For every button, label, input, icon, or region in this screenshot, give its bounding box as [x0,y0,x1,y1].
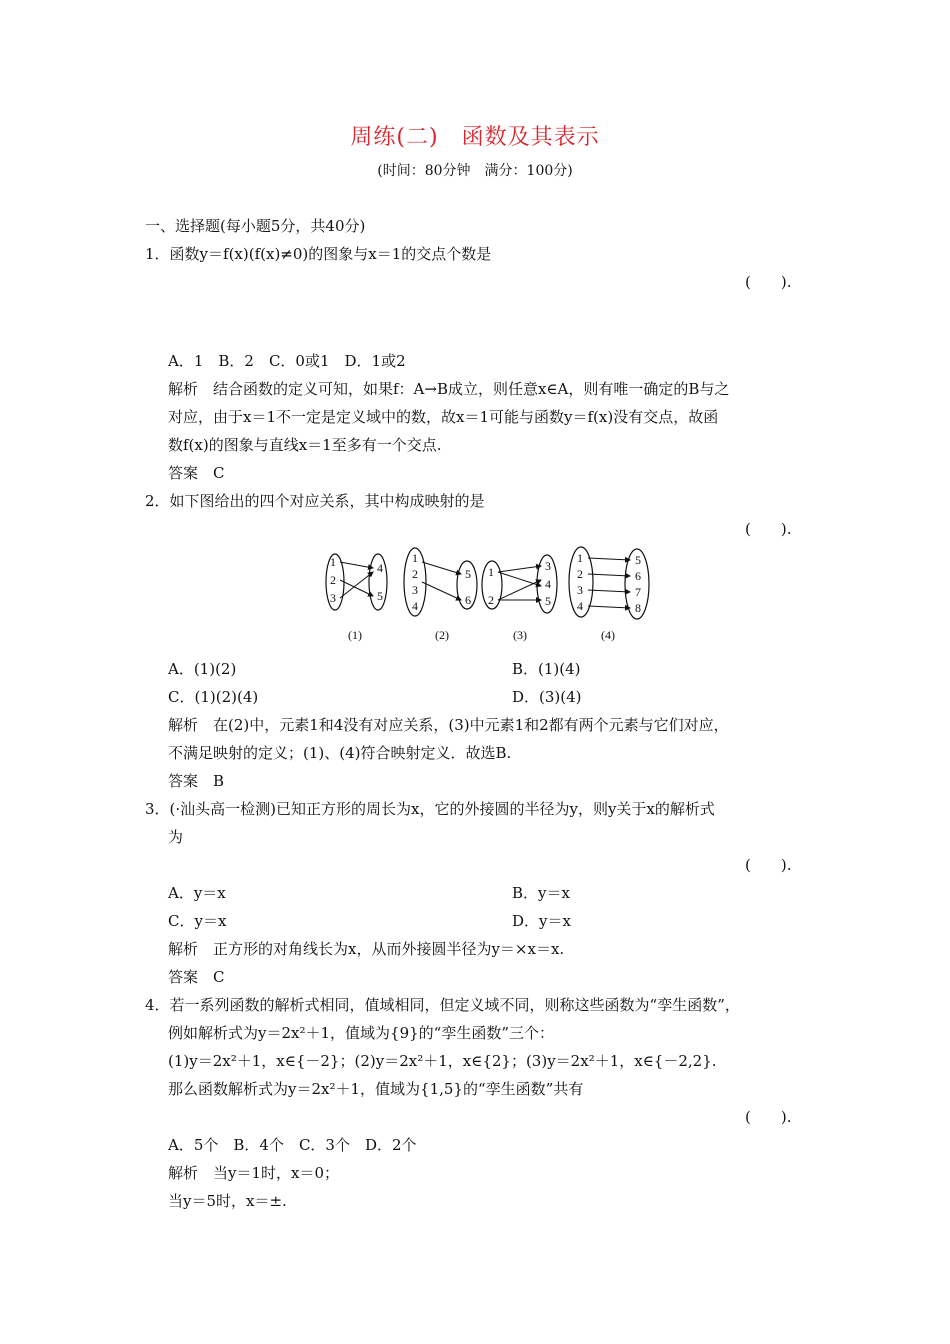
q1-answer-blank: ( ). [745,273,792,291]
q4-answer-blank: ( ). [745,1108,792,1126]
d2-right-5: 5 [465,567,471,581]
q1-analysis-line2: 对应，由于x＝1不一定是定义域中的数，故x＝1可能与函数y＝f(x)没有交点，故函 [168,408,719,426]
q2-stem: 2．如下图给出的四个对应关系，其中构成映射的是 [145,492,485,510]
q2-option-d: D．(3)(4) [512,688,582,706]
d1-right-4: 4 [377,561,383,575]
d2-left-4: 4 [412,599,418,613]
q4-stem-line2: 例如解析式为y＝2x²＋1，值域为{9}的“孪生函数”三个： [168,1024,555,1042]
q3-stem-line1: 3．(·汕头高一检测)已知正方形的周长为x，它的外接圆的半径为y，则y关于x的解析式 [145,800,715,818]
d1-left-1: 1 [330,555,336,569]
q3-stem-line2: 为 [168,828,184,846]
q4-stem-line4: 那么函数解析式为y＝2x²＋1，值域为{1,5}的“孪生函数”共有 [168,1080,584,1098]
d4-right-6: 6 [635,569,641,583]
q4-stem-line3: (1)y＝2x²＋1，x∈{－2}；(2)y＝2x²＋1，x∈{2}；(3)y＝2x²＋1，x∈{－2,2}. [168,1052,717,1070]
page-subtitle: (时间：80分钟 满分：100分) [377,163,573,179]
q3-option-b: B．y＝x [512,884,570,902]
q3-answer: 答案 C [168,968,225,986]
q2-option-b: B．(1)(4) [512,660,581,678]
q2-option-a: A．(1)(2) [168,660,237,678]
section-heading: 一、选择题(每小题5分，共40分) [145,217,366,235]
q1-options: A．1 B．2 C．0或1 D．1或2 [168,352,406,370]
d4-left-2: 2 [577,567,583,581]
d4-left-4: 4 [577,599,583,613]
d1-left-2: 2 [330,573,336,587]
d2-right-6: 6 [465,593,471,607]
d2-left-3: 3 [412,583,418,597]
d3-left-2: 2 [488,593,494,607]
q2-analysis-line2: 不满足映射的定义；(1)、(4)符合映射定义．故选B. [168,744,512,762]
d2-left-2: 2 [412,567,418,581]
q3-option-c: C．y＝x [168,912,227,930]
mapping-diagrams [320,542,660,647]
q4-options: A．5个 B．4个 C．3个 D．2个 [168,1136,417,1154]
q3-answer-blank: ( ). [745,856,792,874]
d3-right-3: 3 [545,559,551,573]
d4-caption: (4) [601,628,615,642]
d1-right-5: 5 [377,589,383,603]
d4-left-3: 3 [577,583,583,597]
q4-stem-line1: 4．若一系列函数的解析式相同，值域相同，但定义域不同，则称这些函数为“孪生函数”， [145,996,740,1014]
d2-caption: (2) [435,628,449,642]
d3-caption: (3) [513,628,527,642]
q3-option-d: D．y＝x [512,912,571,930]
d4-right-8: 8 [635,601,641,615]
q1-stem: 1．函数y＝f(x)(f(x)≠0)的图象与x＝1的交点个数是 [145,245,492,263]
d2-left-1: 1 [412,551,418,565]
q3-analysis: 解析 正方形的对角线长为x，从而外接圆半径为y＝×x＝x. [168,940,565,958]
q2-answer-blank: ( ). [745,520,792,538]
d4-right-5: 5 [635,553,641,567]
q1-analysis-line1: 解析 结合函数的定义可知，如果f：A→B成立，则任意x∈A，则有唯一确定的B与之 [168,380,730,398]
d3-right-4: 4 [545,577,551,591]
d1-caption: (1) [348,628,362,642]
q1-answer: 答案 C [168,464,225,482]
d3-right-5: 5 [545,594,551,608]
q2-analysis-line1: 解析 在(2)中，元素1和4没有对应关系，(3)中元素1和2都有两个元素与它们对应， [168,716,729,734]
q2-option-c: C．(1)(2)(4) [168,688,259,706]
q4-analysis-line2: 当y＝5时，x＝±. [168,1192,287,1210]
page-title: 周练(二) 函数及其表示 [350,125,600,150]
d3-left-1: 1 [488,565,494,579]
d1-left-3: 3 [330,591,336,605]
d4-right-7: 7 [635,585,641,599]
q4-analysis-line1: 解析 当y＝1时，x＝0； [168,1164,340,1182]
q1-analysis-line3: 数f(x)的图象与直线x＝1至多有一个交点. [168,436,442,454]
q3-option-a: A．y＝x [168,884,226,902]
q2-answer: 答案 B [168,772,225,790]
d4-left-1: 1 [577,551,583,565]
